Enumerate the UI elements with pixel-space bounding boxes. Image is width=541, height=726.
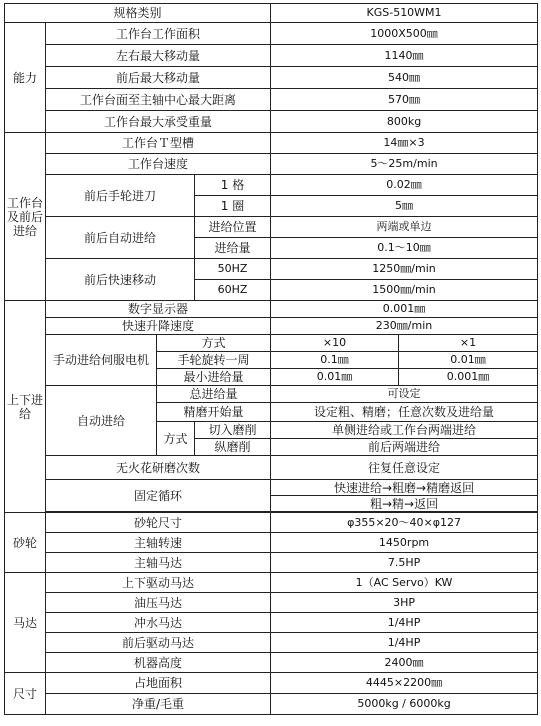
spec-sublabel: 方式 (157, 422, 195, 456)
spec-row (5, 613, 538, 633)
spec-label: 工作台最大承受重量 (46, 111, 271, 133)
spec-row (5, 513, 538, 533)
spec-label: 砂轮尺寸 (46, 513, 271, 533)
spec-label: 油压马达 (46, 593, 271, 613)
spec-row (5, 673, 538, 694)
spec-value: 7.5HP (271, 553, 538, 573)
spec-label: 主轴马达 (46, 553, 271, 573)
spec-row (5, 154, 538, 175)
spec-value: 1/4HP (271, 613, 538, 633)
spec-value: 2400㎜ (271, 653, 538, 673)
group-vertical-feed: 上下进给 (5, 301, 46, 513)
spec-value: 230㎜/min (271, 318, 538, 335)
spec-value: 1（AC Servo）KW (271, 573, 538, 593)
spec-label: 前后手轮进刀 (46, 175, 195, 217)
spec-value: ×10 (271, 335, 399, 352)
spec-value: 1450rpm (271, 533, 538, 553)
spec-sublabel: 60HZ (195, 280, 271, 301)
spec-value: 800kg (271, 111, 538, 133)
spec-row (5, 633, 538, 653)
group-capacity: 能力 (5, 23, 46, 133)
spec-value: 5㎜ (271, 196, 538, 217)
header-row (5, 4, 538, 23)
group-motor: 马达 (5, 573, 46, 673)
header-label: 规格类别 (5, 4, 271, 23)
spec-label: 左右最大移动量 (46, 45, 271, 67)
spec-row (5, 386, 538, 403)
spec-sublabel: 1 格 (195, 175, 271, 196)
spec-label: 机器高度 (46, 653, 271, 673)
spec-row (5, 593, 538, 613)
spec-value: 单侧进给或工作台两端进给 (271, 422, 538, 439)
spec-label: 数字显示器 (46, 301, 271, 318)
header-value: KGS-510WM1 (271, 4, 538, 23)
spec-value: 1000X500㎜ (271, 23, 538, 45)
spec-row (5, 175, 538, 196)
spec-row (5, 301, 538, 318)
spec-row (5, 694, 538, 715)
spec-value: 1250㎜/min (271, 259, 538, 280)
spec-sublabel: 最小进给量 (157, 369, 271, 386)
spec-value: φ355×20～40×φ127 (271, 513, 538, 533)
spec-value: 0.02㎜ (271, 175, 538, 196)
spec-label: 占地面积 (46, 673, 271, 694)
spec-label: 上下驱动马达 (46, 573, 271, 593)
spec-label: 前后最大移动量 (46, 67, 271, 89)
spec-value: 两端或单边 (271, 217, 538, 238)
spec-label: 净重/毛重 (46, 694, 271, 715)
spec-label: 前后自动进给 (46, 217, 195, 259)
spec-label: 主轴转速 (46, 533, 271, 553)
spec-value: 快速进给→粗磨→精磨返回 (271, 480, 538, 496)
spec-label: 冲水马达 (46, 613, 271, 633)
spec-sublabel: 总进给量 (157, 386, 271, 403)
spec-row (5, 318, 538, 335)
spec-value: 0.001㎜ (271, 301, 538, 318)
spec-label: 工作台Ｔ型槽 (46, 133, 271, 154)
spec-value: 1140㎜ (271, 45, 538, 67)
spec-label: 无火花研磨次数 (46, 456, 271, 480)
spec-label: 固定循环 (46, 480, 271, 512)
spec-value: 570㎜ (271, 89, 538, 111)
spec-sublabel: 50HZ (195, 259, 271, 280)
spec-sublabel: 切入磨削 (195, 422, 271, 439)
spec-value: 0.01㎜ (271, 369, 399, 386)
spec-sublabel: 方式 (157, 335, 271, 352)
spec-sublabel: 进给量 (195, 238, 271, 259)
group-dimension: 尺寸 (5, 673, 46, 715)
spec-value: 粗→精→返回 (271, 496, 538, 512)
spec-value: 前后两端进给 (271, 439, 538, 456)
spec-value: 1500㎜/min (271, 280, 538, 301)
spec-value: 0.001㎜ (399, 369, 538, 386)
spec-value: 1/4HP (271, 633, 538, 653)
spec-label: 自动进给 (46, 386, 157, 456)
spec-value: 540㎜ (271, 67, 538, 89)
spec-sublabel: 精磨开始量 (157, 403, 271, 422)
spec-row (5, 45, 538, 67)
spec-value: 往复任意设定 (271, 456, 538, 480)
spec-row (5, 335, 538, 352)
spec-row (5, 653, 538, 673)
spec-row (5, 480, 538, 496)
spec-row (5, 89, 538, 111)
spec-row (5, 533, 538, 553)
spec-label: 工作台速度 (46, 154, 271, 175)
spec-label: 手动进给伺服电机 (46, 335, 157, 386)
spec-row (5, 111, 538, 133)
spec-row (5, 553, 538, 573)
spec-value: 4445×2200㎜ (271, 673, 538, 694)
spec-label: 工作台工作面积 (46, 23, 271, 45)
spec-value: 可设定 (271, 386, 538, 403)
spec-row (5, 133, 538, 154)
spec-value: 14㎜×3 (271, 133, 538, 154)
spec-value: 5000kg / 6000kg (271, 694, 538, 715)
spec-label: 快速升降速度 (46, 318, 271, 335)
spec-label: 工作台面至主轴中心最大距离 (46, 89, 271, 111)
spec-value: 5～25m/min (271, 154, 538, 175)
spec-row (5, 573, 538, 593)
spec-value: 0.1～10㎜ (271, 238, 538, 259)
spec-sublabel: 手轮旋转一周 (157, 352, 271, 369)
spec-sublabel: 1 圈 (195, 196, 271, 217)
spec-row (5, 217, 538, 238)
group-table-feed: 工作台及前后进给 (5, 133, 46, 301)
spec-value: ×1 (399, 335, 538, 352)
spec-table (4, 3, 538, 715)
spec-label: 前后快速移动 (46, 259, 195, 301)
spec-value: 设定粗、精磨；任意次数及进给量 (271, 403, 538, 422)
spec-value: 0.01㎜ (399, 352, 538, 369)
spec-row (5, 456, 538, 480)
spec-value: 3HP (271, 593, 538, 613)
group-wheel: 砂轮 (5, 513, 46, 573)
spec-row (5, 67, 538, 89)
spec-sublabel: 进给位置 (195, 217, 271, 238)
spec-label: 前后驱动马达 (46, 633, 271, 653)
spec-row (5, 23, 538, 45)
spec-value: 0.1㎜ (271, 352, 399, 369)
spec-sublabel: 纵磨削 (195, 439, 271, 456)
spec-row (5, 259, 538, 280)
